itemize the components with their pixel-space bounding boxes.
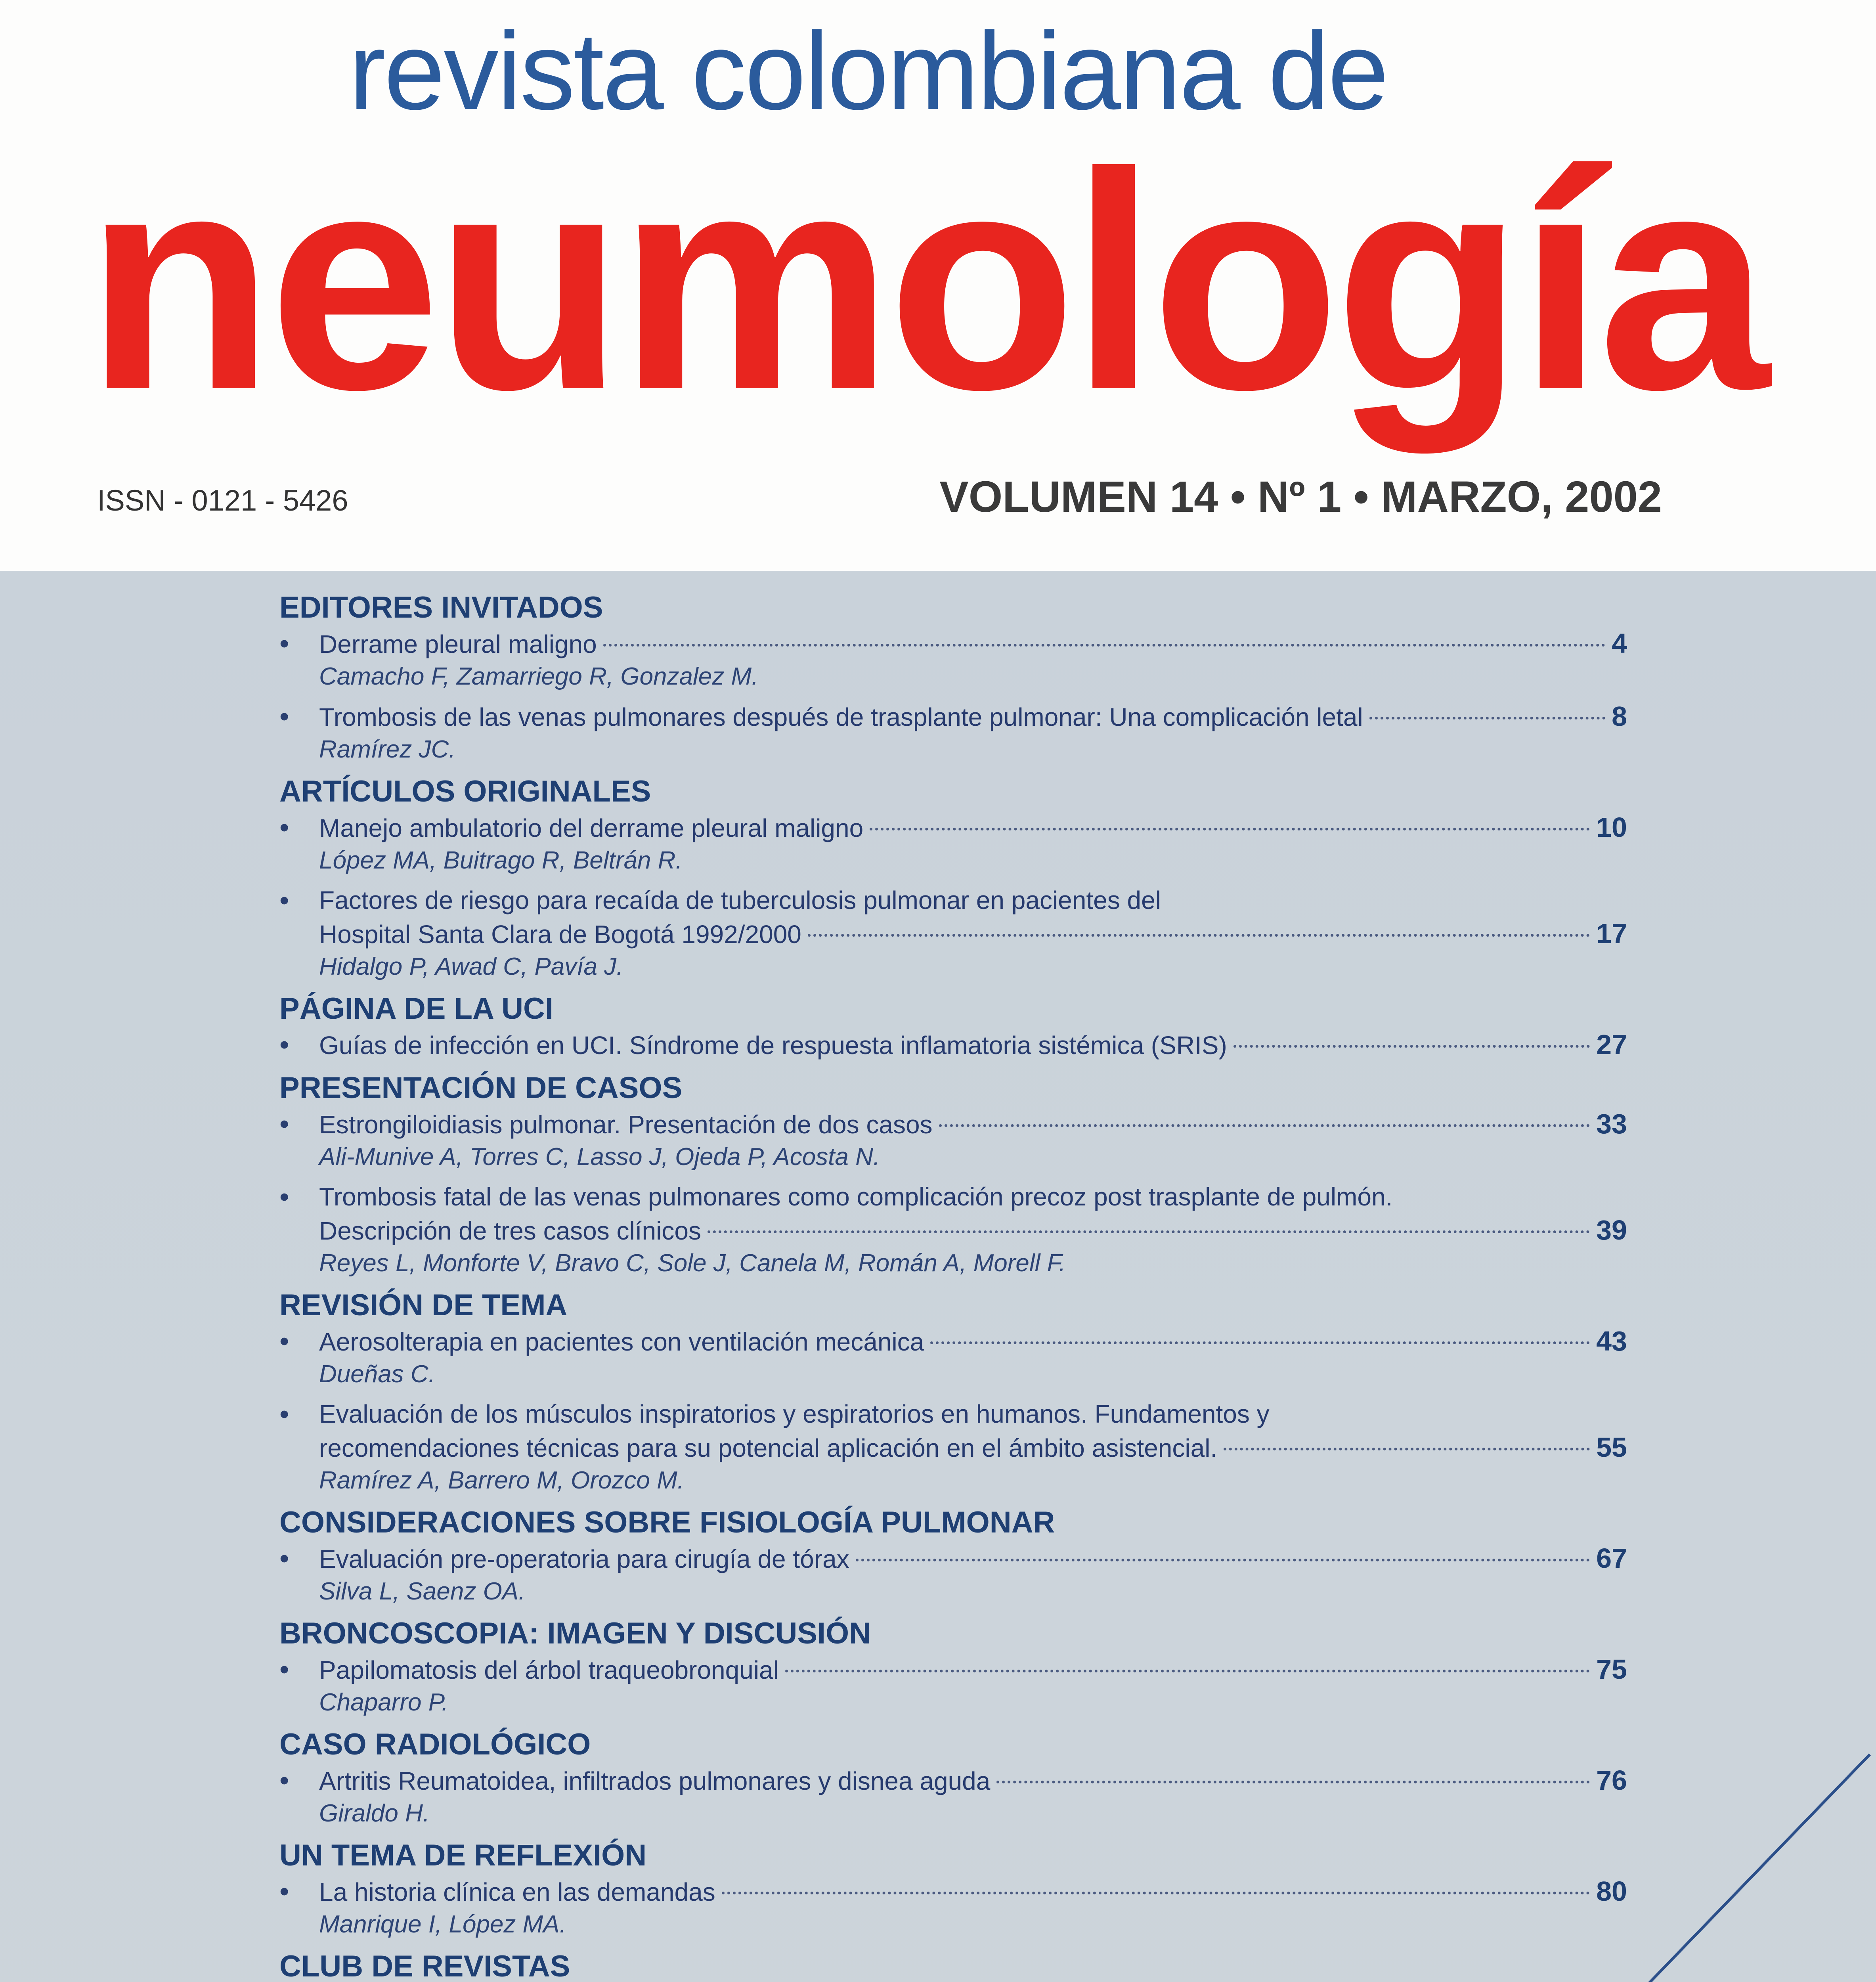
entry-title-line: Hospital Santa Clara de Bogotá 1992/2000 xyxy=(319,920,801,949)
dot-leader xyxy=(939,1124,1590,1127)
toc-section-title: REVISIÓN DE TEMA xyxy=(279,1288,568,1322)
page-number: 10 xyxy=(1596,812,1627,843)
page-number: 75 xyxy=(1596,1654,1627,1685)
toc-entry[interactable] xyxy=(279,1542,1627,1607)
bullet-icon: • xyxy=(279,1398,289,1429)
entry-title-line: La historia clínica en las demandas xyxy=(319,1878,715,1906)
entry-title-line: Evaluación de los músculos inspiratorios y espiratorios en humanos. Fundamentos y xyxy=(319,1400,1270,1428)
toc-entry[interactable] xyxy=(279,811,1627,876)
page-number: 17 xyxy=(1596,918,1627,949)
entry-title-row xyxy=(319,1875,1627,1909)
bullet-icon: • xyxy=(279,628,289,659)
dot-leader xyxy=(808,934,1590,937)
toc-section-title: CLUB DE REVISTAS xyxy=(279,1949,570,1982)
bullet-icon: • xyxy=(279,1108,289,1139)
entry-title-line: Evaluación pre-operatoria para cirugía de tórax xyxy=(319,1545,849,1573)
page-number: 80 xyxy=(1596,1876,1627,1907)
dot-leader xyxy=(785,1670,1590,1672)
dot-leader xyxy=(708,1230,1590,1233)
entry-authors: Silva L, Saenz OA. xyxy=(319,1578,526,1605)
dot-leader xyxy=(856,1559,1590,1561)
entry-title-line: Papilomatosis del árbol traqueobronquial xyxy=(319,1656,779,1684)
toc-section xyxy=(279,990,1627,1062)
toc-section-title: BRONCOSCOPIA: IMAGEN Y DISCUSIÓN xyxy=(279,1617,871,1650)
entry-title-row xyxy=(319,1107,1627,1141)
toc-section xyxy=(279,1069,1627,1279)
dot-leader xyxy=(1369,717,1605,719)
entry-authors: Reyes L, Monforte V, Bravo C, Sole J, Canela M, Román A, Morell F. xyxy=(319,1249,1066,1277)
entry-title-line: Derrame pleural maligno xyxy=(319,630,597,658)
table-of-contents xyxy=(279,589,1627,1982)
toc-section-title: EDITORES INVITADOS xyxy=(279,591,603,624)
bullet-icon: • xyxy=(279,1029,289,1060)
entry-title-line: Guías de infección en UCI. Síndrome de respuesta inflamatoria sistémica (SRIS) xyxy=(319,1031,1227,1060)
entry-title-row xyxy=(319,1028,1627,1062)
volume-issue-date: VOLUMEN 14 • Nº 1 • MARZO, 2002 xyxy=(939,473,1662,521)
entry-title-line: Trombosis de las venas pulmonares después de trasplante pulmonar: Una complicación letal xyxy=(319,703,1363,731)
entry-title-row xyxy=(319,1213,1627,1247)
toc-section xyxy=(279,1286,1627,1496)
page-number: 67 xyxy=(1596,1543,1627,1574)
journal-title-prefix: revista colombiana de xyxy=(349,9,1388,132)
toc-section-title: PÁGINA DE LA UCI xyxy=(279,992,554,1025)
bullet-icon: • xyxy=(279,1181,289,1212)
entry-authors: Dueñas C. xyxy=(319,1360,435,1388)
toc-section xyxy=(279,1948,1627,1982)
bullet-icon: • xyxy=(279,1765,289,1796)
bullet-icon: • xyxy=(279,812,289,843)
entry-title-row xyxy=(319,1431,1627,1465)
toc-section xyxy=(279,1837,1627,1940)
toc-entry[interactable] xyxy=(279,1764,1627,1829)
entry-authors: López MA, Buitrago R, Beltrán R. xyxy=(319,847,683,874)
dot-leader xyxy=(603,644,1605,647)
entry-title-line: Estrongiloidiasis pulmonar. Presentación de dos casos xyxy=(319,1110,933,1139)
entry-authors: Camacho F, Zamarriego R, Gonzalez M. xyxy=(319,663,759,690)
entry-authors: Manrique I, López MA. xyxy=(319,1911,566,1938)
toc-entry[interactable] xyxy=(279,700,1627,765)
entry-title-line: Manejo ambulatorio del derrame pleural maligno xyxy=(319,814,864,842)
toc-entry[interactable] xyxy=(279,884,1627,983)
page-number: 33 xyxy=(1596,1108,1627,1139)
entry-authors: Ramírez A, Barrero M, Orozco M. xyxy=(319,1467,684,1494)
page-number: 39 xyxy=(1596,1215,1627,1245)
entry-title-line: Trombosis fatal de las venas pulmonares como complicación precoz post trasplante de pulmón. xyxy=(319,1182,1393,1211)
toc-entry[interactable] xyxy=(279,1028,1627,1062)
toc-entry[interactable] xyxy=(279,1397,1627,1496)
toc-entry[interactable] xyxy=(279,1107,1627,1173)
bullet-icon: • xyxy=(279,701,289,732)
bullet-icon: • xyxy=(279,1326,289,1356)
page-number: 43 xyxy=(1596,1326,1627,1356)
entry-authors: Ali-Munive A, Torres C, Lasso J, Ojeda P, Acosta N. xyxy=(319,1143,880,1171)
journal-title: neumología xyxy=(85,109,1765,454)
entry-title-row xyxy=(319,627,1627,661)
entry-authors: Hidalgo P, Awad C, Pavía J. xyxy=(319,953,623,980)
toc-section xyxy=(279,1504,1627,1607)
toc-entry[interactable] xyxy=(279,1875,1627,1940)
entry-title-line: Factores de riesgo para recaída de tuberculosis pulmonar en pacientes del xyxy=(319,886,1161,914)
toc-section-title: CONSIDERACIONES SOBRE FISIOLOGÍA PULMONAR xyxy=(279,1506,1055,1539)
toc-entry[interactable] xyxy=(279,627,1627,693)
toc-section xyxy=(279,1615,1627,1718)
toc-entry[interactable] xyxy=(279,1324,1627,1390)
entry-title-row xyxy=(319,1764,1627,1798)
page-number: 27 xyxy=(1596,1029,1627,1060)
page-number: 55 xyxy=(1596,1432,1627,1463)
issn-number: ISSN - 0121 - 5426 xyxy=(97,484,348,517)
toc-section xyxy=(279,1726,1627,1829)
toc-entry[interactable] xyxy=(279,1180,1627,1279)
bullet-icon: • xyxy=(279,1543,289,1574)
entry-title-row xyxy=(319,1542,1627,1576)
dot-leader xyxy=(1233,1045,1590,1048)
entry-authors: Ramírez JC. xyxy=(319,736,456,763)
entry-title-row xyxy=(319,1653,1627,1687)
entry-title-row xyxy=(319,811,1627,845)
entry-title-row xyxy=(319,700,1627,734)
entry-authors: Chaparro P. xyxy=(319,1689,449,1716)
bullet-icon: • xyxy=(279,1654,289,1685)
entry-authors: Giraldo H. xyxy=(319,1800,430,1827)
dot-leader xyxy=(996,1781,1590,1783)
dot-leader xyxy=(870,828,1590,830)
page-number: 76 xyxy=(1596,1765,1627,1796)
entry-title-row xyxy=(319,917,1627,951)
toc-section-title: ARTÍCULOS ORIGINALES xyxy=(279,775,651,808)
bullet-icon: • xyxy=(279,885,289,916)
entry-title-line: Aerosolterapia en pacientes con ventilación mecánica xyxy=(319,1328,924,1356)
entry-title-line: Artritis Reumatoidea, infiltrados pulmonares y disnea aguda xyxy=(319,1767,991,1795)
bullet-icon: • xyxy=(279,1876,289,1907)
toc-section-title: UN TEMA DE REFLEXIÓN xyxy=(279,1839,647,1872)
toc-section xyxy=(279,589,1627,765)
toc-section-title: PRESENTACIÓN DE CASOS xyxy=(279,1071,683,1105)
entry-title-line: Descripción de tres casos clínicos xyxy=(319,1217,701,1245)
dot-leader xyxy=(930,1341,1590,1344)
entry-title-line: recomendaciones técnicas para su potencial aplicación en el ámbito asistencial. xyxy=(319,1434,1218,1462)
dot-leader xyxy=(722,1892,1590,1894)
toc-entry[interactable] xyxy=(279,1653,1627,1718)
page-number: 4 xyxy=(1612,628,1627,659)
dot-leader xyxy=(1224,1448,1590,1450)
entry-title-row xyxy=(319,1324,1627,1358)
toc-section xyxy=(279,773,1627,983)
toc-section-title: CASO RADIOLÓGICO xyxy=(279,1728,591,1761)
page-number: 8 xyxy=(1612,701,1627,732)
